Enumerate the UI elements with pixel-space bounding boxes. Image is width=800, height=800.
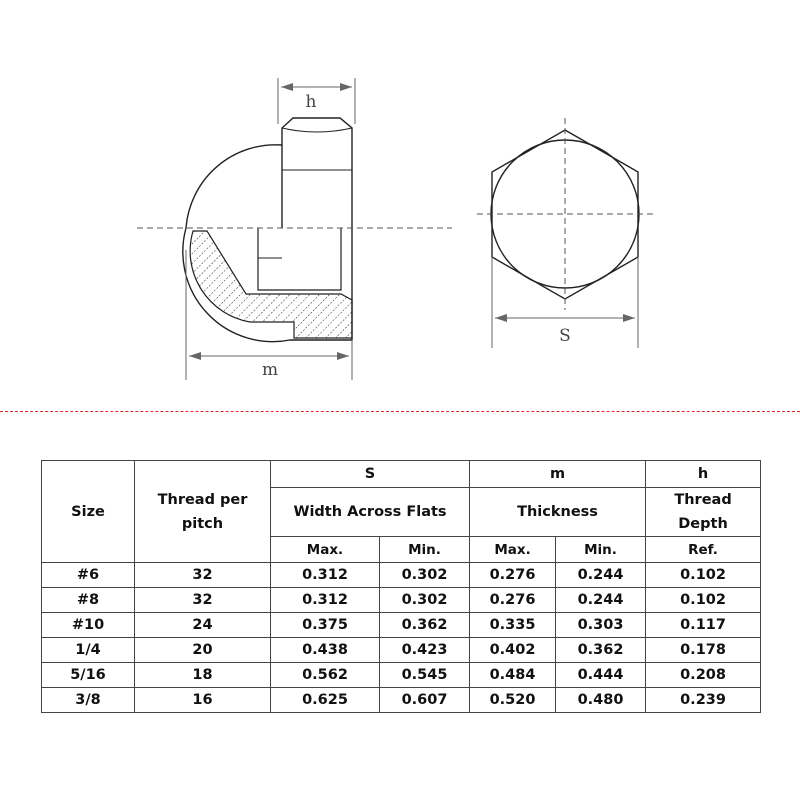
table-row [42, 563, 761, 588]
section-divider [0, 411, 800, 412]
cell-m-min: 0.303 [556, 613, 646, 638]
table-row [42, 588, 761, 613]
cell-s-min: 0.607 [380, 688, 470, 713]
header-width-across-flats: Width Across Flats [271, 488, 470, 537]
cell-m-max: 0.335 [470, 613, 556, 638]
hatched-section [190, 231, 352, 338]
header-thickness: Thickness [470, 488, 646, 537]
cell-m-min: 0.362 [556, 638, 646, 663]
header-size: Size [42, 461, 135, 563]
cell-s-max: 0.312 [271, 563, 380, 588]
cell-pitch: 24 [135, 613, 271, 638]
cell-s-max: 0.438 [271, 638, 380, 663]
cell-m-max: 0.520 [470, 688, 556, 713]
table-row [42, 638, 761, 663]
cell-s-max: 0.312 [271, 588, 380, 613]
cell-pitch: 16 [135, 688, 271, 713]
cell-size: 5/16 [42, 663, 135, 688]
label-h: h [305, 92, 317, 112]
header-s-min: Min. [380, 537, 470, 563]
cell-m-max: 0.484 [470, 663, 556, 688]
cell-s-min: 0.545 [380, 663, 470, 688]
cell-h-ref: 0.239 [646, 688, 761, 713]
inner-bore [258, 228, 341, 290]
dimension-h [278, 78, 355, 124]
cell-s-max: 0.625 [271, 688, 380, 713]
cell-m-min: 0.480 [556, 688, 646, 713]
cell-m-max: 0.276 [470, 588, 556, 613]
header-thread-line2: pitch [181, 515, 224, 532]
header-row-groups [42, 461, 761, 488]
cell-m-max: 0.276 [470, 563, 556, 588]
cell-m-min: 0.444 [556, 663, 646, 688]
cell-h-ref: 0.102 [646, 588, 761, 613]
cell-m-min: 0.244 [556, 588, 646, 613]
header-thread-depth-line2: Depth [678, 516, 728, 532]
cell-pitch: 18 [135, 663, 271, 688]
cell-size: #8 [42, 588, 135, 613]
cell-size: #6 [42, 563, 135, 588]
side-view [183, 118, 352, 342]
label-s: S [559, 326, 571, 346]
table-row [42, 663, 761, 688]
header-m-min: Min. [556, 537, 646, 563]
hex-head [282, 118, 352, 228]
header-thread-depth-line1: Thread [674, 492, 732, 508]
cell-s-max: 0.375 [271, 613, 380, 638]
cell-pitch: 20 [135, 638, 271, 663]
cell-s-min: 0.302 [380, 588, 470, 613]
table-row [42, 688, 761, 713]
cell-m-min: 0.244 [556, 563, 646, 588]
cell-s-min: 0.423 [380, 638, 470, 663]
header-m-group: m [470, 461, 646, 488]
header-s-max: Max. [271, 537, 380, 563]
cell-size: 1/4 [42, 638, 135, 663]
cell-pitch: 32 [135, 588, 271, 613]
label-m: m [261, 360, 279, 380]
cell-h-ref: 0.178 [646, 638, 761, 663]
header-thread-pitch [135, 461, 271, 563]
cell-pitch: 32 [135, 563, 271, 588]
cell-m-max: 0.402 [470, 638, 556, 663]
table-row [42, 613, 761, 638]
header-thread-depth [646, 488, 761, 537]
header-h-ref: Ref. [646, 537, 761, 563]
header-m-max: Max. [470, 537, 556, 563]
cell-s-min: 0.362 [380, 613, 470, 638]
header-h-group: h [646, 461, 761, 488]
cell-size: #10 [42, 613, 135, 638]
cell-size: 3/8 [42, 688, 135, 713]
cell-s-max: 0.562 [271, 663, 380, 688]
cell-h-ref: 0.102 [646, 563, 761, 588]
cell-h-ref: 0.117 [646, 613, 761, 638]
header-thread-line1: Thread per [157, 491, 248, 508]
cell-s-min: 0.302 [380, 563, 470, 588]
header-s-group: S [271, 461, 470, 488]
cell-h-ref: 0.208 [646, 663, 761, 688]
specification-table [41, 460, 761, 713]
